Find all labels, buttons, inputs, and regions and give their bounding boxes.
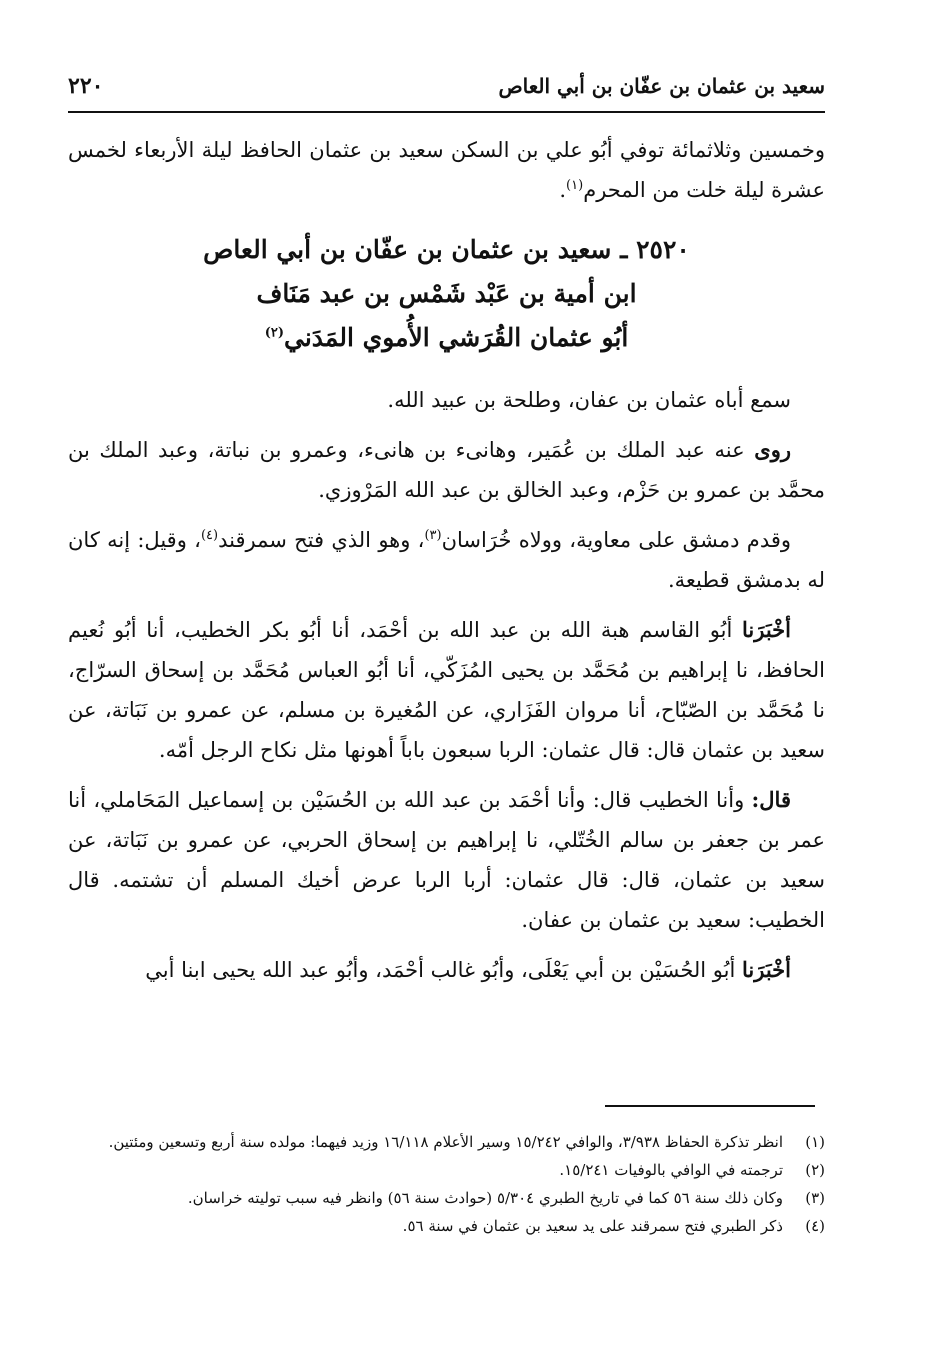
footnote-number: (٤)	[805, 1217, 825, 1235]
paragraph-end: .	[559, 178, 567, 202]
footnote-ref[interactable]: (٣)	[424, 528, 442, 543]
header-rule	[68, 111, 825, 113]
paragraph-text: أبُو الحُسَيْن بن أبي يَعْلَى، وأبُو غالب أحْمَد، وأبُو عبد الله يحيى ابنا أبي	[145, 958, 736, 982]
entry-title-line-3	[68, 316, 825, 360]
paragraph-4	[68, 520, 825, 600]
footnote	[68, 1128, 825, 1156]
paragraph-text: عنه عبد الملك بن عُمَير، وهانىء بن هانىء، وعمرو بن نباتة، وعبد الملك بن محمَّد بن عمرو بن حَزْم، وعبد الخالق بن عبد الله المَرْوزي.	[68, 438, 825, 502]
footnote-text: ترجمته في الوافي بالوفيات ١٥/٢٤١.	[559, 1161, 783, 1179]
paragraph-7	[68, 950, 825, 990]
entry-title	[68, 228, 825, 360]
footnote-number: (٢)	[805, 1161, 825, 1179]
running-title: سعيد بن عثمان بن عفّان بن أبي العاص	[498, 74, 825, 98]
main-text	[68, 130, 825, 1000]
keyword: أخْبَرَنا	[742, 617, 791, 642]
footnote-ref[interactable]: (١)	[566, 178, 584, 193]
paragraph-2: سمع أباه عثمان بن عفان، وطلحة بن عبيد الله.	[387, 388, 791, 412]
footnote-text: وكان ذلك سنة ٥٦ كما في تاريخ الطبري ٥/٣٠٤ (حوادث سنة ٥٦) وانظر فيه سبب توليته خراسان.	[187, 1189, 783, 1207]
footnotes	[68, 1128, 825, 1240]
footnote	[68, 1184, 825, 1212]
footnote-number: (١)	[805, 1133, 825, 1151]
paragraph-text: ، وهو الذي فتح سمرقند	[218, 528, 425, 552]
footnote-text: انظر تذكرة الحفاظ ٣/٩٣٨، والوافي ١٥/٢٤٢ وسير الأعلام ١٦/١١٨ وزيد فيهما: مولده سنة أربع وتسعين ومئتين.	[108, 1133, 783, 1151]
footnote-text: ذكر الطبري فتح سمرقند على يد سعيد بن عثمان في سنة ٥٦.	[402, 1217, 783, 1235]
paragraph-text: وأنا الخطيب قال: وأنا أحْمَد بن عبد الله بن الحُسَيْن بن إسماعيل المَحَاملي، أنا عمر بن جعفر بن سالم الخُتّلي، نا إبراهيم بن إسحاق الحربي، عن عمرو بن نَبَاتة، عن سعيد بن عثمان، قال: قال عثمان: أربا الربا عرض أخيك المسلم أن تشتمه. قال الخطيب: سعيد بن عثمان بن عفان.	[68, 788, 825, 932]
footnote	[68, 1212, 825, 1240]
paragraph-text: ، وقيل: إنه كان له بدمشق قطيعة.	[68, 528, 825, 592]
entry-title-line-2: ابن أمية بن عَبْد شَمْس بن عبد مَنَاف	[256, 279, 637, 308]
footnote-rule	[605, 1105, 815, 1107]
page-number: ٢٢٠	[68, 73, 104, 99]
paragraph-text: وخمسين وثلاثمائة توفي أبُو علي بن السكن سعيد بن عثمان الحافظ ليلة الأربعاء لخمس عشرة ليلة خلت من المحرم	[68, 138, 825, 202]
footnote	[68, 1156, 825, 1184]
paragraph-5	[68, 610, 825, 770]
footnote-ref[interactable]: (٤)	[200, 528, 219, 543]
page-header	[68, 66, 825, 106]
paragraph-text: وقدم دمشق على معاوية، وولاه خُرَاسان	[441, 528, 792, 552]
paragraph-3	[68, 430, 825, 510]
paragraph-6	[68, 780, 825, 940]
entry-title-text: أبُو عثمان القُرَشي الأُموي المَدَني	[283, 323, 629, 352]
entry-title-line-1: ٢٥٢٠ ـ سعيد بن عثمان بن عفّان بن أبي العاص	[203, 235, 690, 264]
keyword: قال:	[751, 787, 791, 812]
keyword: روى	[754, 437, 791, 462]
footnote-number: (٣)	[805, 1189, 825, 1207]
keyword: أخْبَرَنا	[742, 957, 791, 982]
paragraph-1	[68, 130, 825, 210]
footnote-ref[interactable]: (٢)	[264, 325, 284, 341]
paragraph-text: أبُو القاسم هبة الله بن عبد الله بن أحْمَد، أنا أبُو بكر الخطيب، أنا أبُو نُعيم الحافظ، نا إبراهيم بن مُحَمَّد بن يحيى المُزَكّي، أنا أبُو العباس مُحَمَّد بن إسحاق السرّاج، نا مُحَمَّد بن الصّبّاح، أنا مروان الفَزَاري، عن المُغيرة بن مسلم، عن عمرو بن نَبَاتة، عن سعيد بن عثمان قال: قال عثمان: الربا سبعون باباً أهونها مثل نكاح الرجل أمّه.	[68, 618, 825, 762]
